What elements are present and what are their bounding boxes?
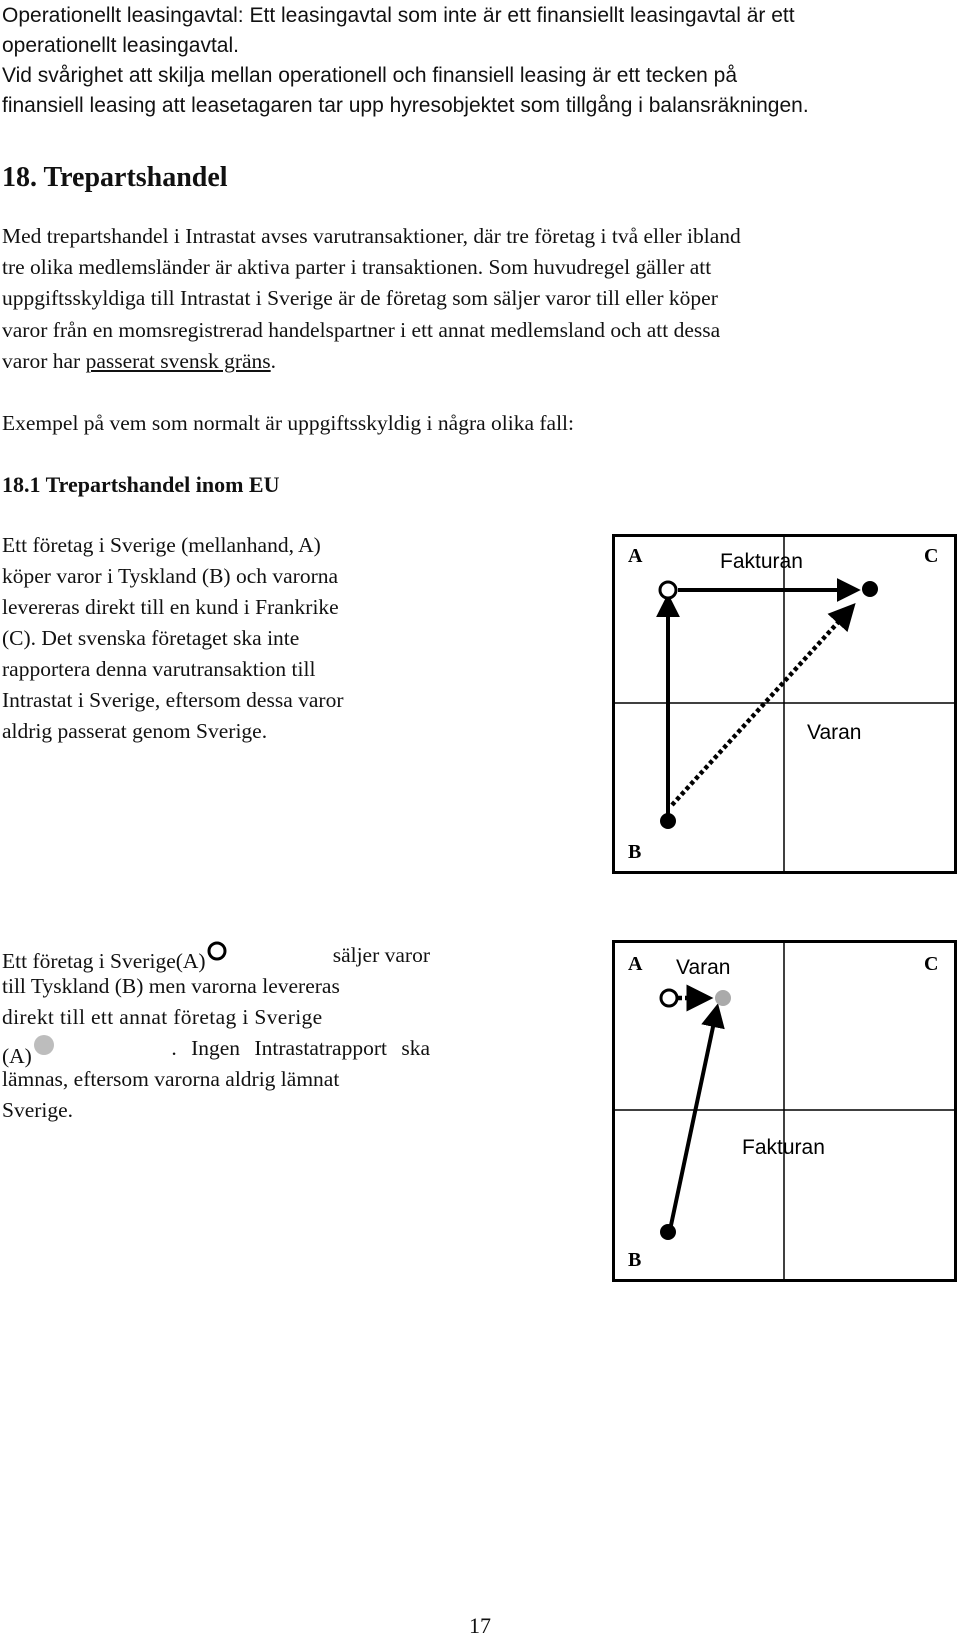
section-para-line-4: varor från en momsregistrerad handelspartner i ett annat medlemsland och att dessa [2, 318, 721, 342]
case2-line-4-b: . Ingen Intrastatrapport ska [171, 1036, 430, 1060]
intro-line-2: operationellt leasingavtal. [2, 34, 239, 57]
label-c: C [924, 953, 939, 975]
open-circle-icon [206, 940, 228, 962]
subsection-heading: 18.1 Trepartshandel inom EU [2, 472, 280, 497]
case2-line-3: direkt till ett annat företag i Sverige [2, 1005, 323, 1029]
case2-line-5: lämnas, eftersom varorna aldrig lämnat [2, 1067, 340, 1091]
case2-line-4-a-text: (A) [2, 1044, 32, 1068]
section-para-line-3: uppgiftsskyldiga till Intrastat i Sverige är de företag som säljer varor till eller köper [2, 286, 718, 310]
intro-line-1: Operationellt leasingavtal: Ett leasingavtal som inte är ett finansiellt leasingavtal är ett [2, 4, 795, 27]
case2-line-1-b: säljer varor [332, 943, 430, 967]
label-goods: Varan [676, 956, 731, 979]
node-a-open-circle [661, 990, 677, 1006]
case1-line: Ett företag i Sverige (mellanhand, A) [2, 533, 321, 557]
passerat-svensk-grans-link[interactable]: passerat svensk gräns [85, 349, 271, 373]
section-heading: 18. Trepartshandel [2, 162, 228, 193]
node-a-open-circle [660, 582, 676, 598]
case1-trade-diagram [612, 534, 957, 874]
case1-line: rapportera denna varutransaktion till [2, 657, 316, 681]
invoice-arrow-b-to-a [670, 1008, 717, 1230]
case1-line: levereras direkt till en kund i Frankrike [2, 595, 339, 619]
case2-line-6: Sverige. [2, 1098, 74, 1122]
section-para-line-5 [2, 346, 276, 378]
section-para-line-5-pre: varor har [2, 349, 86, 373]
label-a: A [628, 953, 643, 975]
node-b-filled-circle [660, 1224, 676, 1240]
label-invoice: Fakturan [742, 1136, 825, 1159]
node-b-filled-circle [660, 813, 676, 829]
node-c-filled-circle [862, 581, 878, 597]
label-goods: Varan [807, 721, 862, 744]
section-para-line-5-post: . [270, 349, 277, 373]
case2-line-1-a-text: Ett företag i Sverige(A) [2, 949, 206, 973]
intro-line-4: finansiell leasing att leasetagaren tar upp hyresobjektet som tillgång i balansräkningen. [2, 94, 809, 117]
case1-line: Intrastat i Sverige, eftersom dessa varor [2, 688, 344, 712]
filled-grey-circle-icon [32, 1033, 56, 1057]
label-b: B [628, 1249, 642, 1271]
section-para-line-2: tre olika medlemsländer är aktiva parter i transaktionen. Som huvudregel gäller att [2, 255, 712, 279]
node-a-grey-circle [715, 990, 731, 1006]
case1-line: (C). Det svenska företaget ska inte [2, 626, 300, 650]
case2-line-2: till Tyskland (B) men varorna levereras [2, 974, 340, 998]
page-number: 17 [469, 1613, 491, 1638]
examples-intro: Exempel på vem som normalt är uppgiftsskyldig i några olika fall: [2, 411, 575, 435]
goods-arrow-b-to-c [672, 607, 852, 805]
label-b: B [628, 841, 642, 863]
section-para-line-1: Med trepartshandel i Intrastat avses varutransaktioner, där tre företag i två eller ibland [2, 224, 741, 248]
label-a: A [628, 545, 643, 567]
intro-line-3: Vid svårighet att skilja mellan operationell och finansiell leasing är ett tecken på [2, 64, 738, 87]
case1-line: köper varor i Tyskland (B) och varorna [2, 564, 339, 588]
case2-trade-diagram [612, 940, 957, 1282]
label-c: C [924, 545, 939, 567]
label-invoice: Fakturan [720, 550, 803, 573]
case1-line: aldrig passerat genom Sverige. [2, 719, 268, 743]
